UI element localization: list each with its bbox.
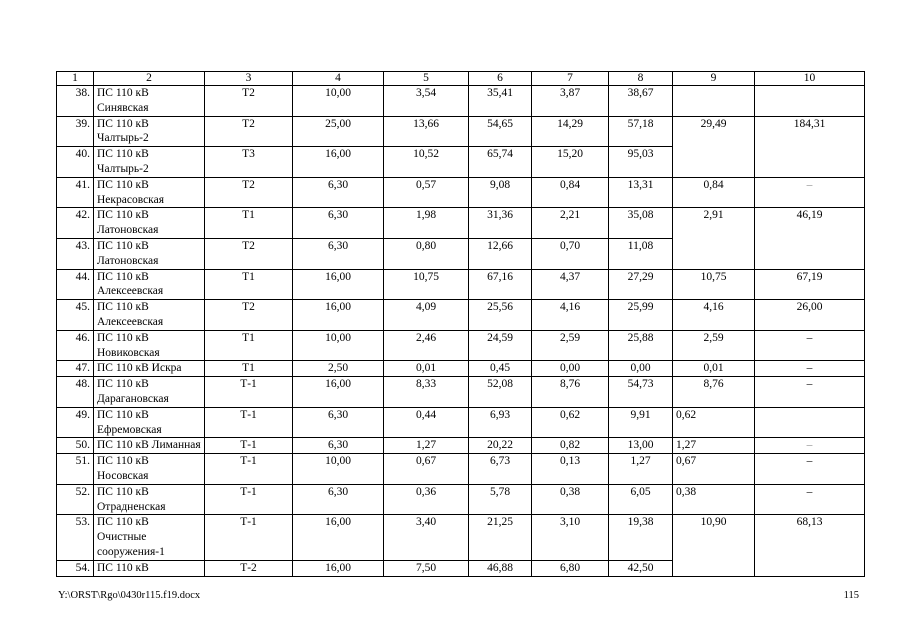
cell-c7: 0,00 <box>532 361 609 377</box>
cell-c8: 13,00 <box>609 438 673 454</box>
table-row <box>57 515 865 560</box>
substation-name: ПС 110 кВ Латоновская <box>94 238 205 269</box>
cell-c9: 10,90 <box>673 515 755 576</box>
cell-c7: 0,38 <box>532 484 609 515</box>
cell-c8: 42,50 <box>609 560 673 576</box>
transformer: Т2 <box>205 300 293 331</box>
cell-c7: 6,80 <box>532 560 609 576</box>
cell-c4: 10,00 <box>293 330 384 361</box>
transformer: Т-1 <box>205 438 293 454</box>
substation-name: ПС 110 кВ Носовская <box>94 454 205 485</box>
cell-c4: 25,00 <box>293 116 384 147</box>
cell-c10: 26,00 <box>755 300 865 331</box>
cell-c5: 3,40 <box>384 515 469 560</box>
cell-c8: 1,27 <box>609 454 673 485</box>
cell-c9: 29,49 <box>673 116 755 177</box>
cell-c7: 0,62 <box>532 407 609 438</box>
table-row <box>57 330 865 361</box>
cell-c4: 10,00 <box>293 86 384 117</box>
cell-c8: 6,05 <box>609 484 673 515</box>
transformer: Т-2 <box>205 560 293 576</box>
transformer: Т2 <box>205 86 293 117</box>
row-number: 41. <box>57 177 94 208</box>
cell-c4: 6,30 <box>293 407 384 438</box>
cell-c10: 184,31 <box>755 116 865 177</box>
table-row <box>57 116 865 147</box>
cell-c5: 7,50 <box>384 560 469 576</box>
cell-c7: 0,82 <box>532 438 609 454</box>
cell-c4: 2,50 <box>293 361 384 377</box>
table-row <box>57 438 865 454</box>
transformer: Т2 <box>205 116 293 147</box>
substation-name: ПС 110 кВ Алексеевская <box>94 269 205 300</box>
transformer: Т-1 <box>205 377 293 408</box>
row-number: 45. <box>57 300 94 331</box>
cell-c6: 52,08 <box>469 377 532 408</box>
cell-c10: – <box>755 454 865 485</box>
cell-c8: 13,31 <box>609 177 673 208</box>
header-cell: 3 <box>205 72 293 86</box>
substation-name: ПС 110 кВ Новиковская <box>94 330 205 361</box>
transformer: Т1 <box>205 330 293 361</box>
row-number: 52. <box>57 484 94 515</box>
cell-c4: 16,00 <box>293 147 384 178</box>
transformer: Т-1 <box>205 515 293 560</box>
substation-name: ПС 110 кВ Ефремовская <box>94 407 205 438</box>
cell-c7: 2,21 <box>532 208 609 239</box>
table-row <box>57 377 865 408</box>
header-cell: 4 <box>293 72 384 86</box>
transformer: Т2 <box>205 177 293 208</box>
cell-c5: 0,36 <box>384 484 469 515</box>
cell-c5: 0,80 <box>384 238 469 269</box>
cell-c5: 1,27 <box>384 438 469 454</box>
cell-c6: 6,73 <box>469 454 532 485</box>
cell-c10: – <box>755 438 865 454</box>
cell-c6: 6,93 <box>469 407 532 438</box>
cell-c7: 2,59 <box>532 330 609 361</box>
cell-c8: 0,00 <box>609 361 673 377</box>
cell-c6: 20,22 <box>469 438 532 454</box>
cell-c6: 67,16 <box>469 269 532 300</box>
cell-c5: 2,46 <box>384 330 469 361</box>
cell-c4: 6,30 <box>293 484 384 515</box>
row-number: 51. <box>57 454 94 485</box>
cell-c8: 27,29 <box>609 269 673 300</box>
row-number: 42. <box>57 208 94 239</box>
cell-c4: 6,30 <box>293 208 384 239</box>
cell-c4: 16,00 <box>293 300 384 331</box>
cell-c8: 19,38 <box>609 515 673 560</box>
cell-c7: 8,76 <box>532 377 609 408</box>
table-row <box>57 208 865 239</box>
substation-name: ПС 110 кВ Искра <box>94 361 205 377</box>
cell-c6: 24,59 <box>469 330 532 361</box>
table-row <box>57 361 865 377</box>
table-row <box>57 177 865 208</box>
data-table <box>56 71 865 577</box>
header-cell: 8 <box>609 72 673 86</box>
cell-c5: 10,75 <box>384 269 469 300</box>
row-number: 49. <box>57 407 94 438</box>
cell-c8: 35,08 <box>609 208 673 239</box>
cell-c9: 2,59 <box>673 330 755 361</box>
cell-c10: – <box>755 361 865 377</box>
header-cell: 5 <box>384 72 469 86</box>
substation-name: ПС 110 кВ Чалтырь-2 <box>94 147 205 178</box>
cell-c7: 3,10 <box>532 515 609 560</box>
cell-c8: 25,99 <box>609 300 673 331</box>
table-row <box>57 454 865 485</box>
row-number: 44. <box>57 269 94 300</box>
cell-c10 <box>755 407 865 438</box>
cell-c6: 31,36 <box>469 208 532 239</box>
cell-c8: 9,91 <box>609 407 673 438</box>
substation-name: ПС 110 кВ <box>94 560 205 576</box>
header-cell: 7 <box>532 72 609 86</box>
substation-name: ПС 110 кВ Некрасовская <box>94 177 205 208</box>
row-number: 46. <box>57 330 94 361</box>
cell-c6: 12,66 <box>469 238 532 269</box>
row-number: 48. <box>57 377 94 408</box>
cell-c4: 16,00 <box>293 269 384 300</box>
cell-c5: 13,66 <box>384 116 469 147</box>
cell-c6: 54,65 <box>469 116 532 147</box>
row-number: 47. <box>57 361 94 377</box>
cell-c7: 4,16 <box>532 300 609 331</box>
cell-c9 <box>673 86 755 117</box>
cell-c5: 10,52 <box>384 147 469 178</box>
cell-c5: 4,09 <box>384 300 469 331</box>
cell-c7: 4,37 <box>532 269 609 300</box>
cell-c5: 0,01 <box>384 361 469 377</box>
cell-c6: 65,74 <box>469 147 532 178</box>
cell-c7: 0,13 <box>532 454 609 485</box>
substation-name: ПС 110 кВ Чалтырь-2 <box>94 116 205 147</box>
cell-c9: 0,84 <box>673 177 755 208</box>
cell-c9: 0,38 <box>673 484 755 515</box>
cell-c9: 8,76 <box>673 377 755 408</box>
cell-c10: – <box>755 330 865 361</box>
cell-c6: 5,78 <box>469 484 532 515</box>
cell-c7: 3,87 <box>532 86 609 117</box>
cell-c10: – <box>755 377 865 408</box>
row-number: 39. <box>57 116 94 147</box>
substation-name: ПС 110 кВ Синявская <box>94 86 205 117</box>
cell-c9: 10,75 <box>673 269 755 300</box>
footer-page-number: 115 <box>843 590 859 601</box>
row-number: 38. <box>57 86 94 117</box>
cell-c9: 0,62 <box>673 407 755 438</box>
cell-c9: 1,27 <box>673 438 755 454</box>
cell-c6: 21,25 <box>469 515 532 560</box>
table-row <box>57 484 865 515</box>
cell-c7: 0,84 <box>532 177 609 208</box>
cell-c8: 25,88 <box>609 330 673 361</box>
substation-name: ПС 110 кВ Отрадненская <box>94 484 205 515</box>
transformer: Т1 <box>205 269 293 300</box>
cell-c8: 38,67 <box>609 86 673 117</box>
substation-name: ПС 110 кВ Лиманная <box>94 438 205 454</box>
footer-file-path: Y:\ORST\Rgo\0430r115.f19.docx <box>58 590 201 601</box>
cell-c6: 9,08 <box>469 177 532 208</box>
substation-name: ПС 110 кВ Алексеевская <box>94 300 205 331</box>
cell-c8: 57,18 <box>609 116 673 147</box>
transformer: Т-1 <box>205 484 293 515</box>
cell-c6: 25,56 <box>469 300 532 331</box>
transformer: Т-1 <box>205 407 293 438</box>
cell-c9: 2,91 <box>673 208 755 269</box>
cell-c5: 1,98 <box>384 208 469 239</box>
cell-c4: 6,30 <box>293 238 384 269</box>
cell-c6: 46,88 <box>469 560 532 576</box>
transformer: Т-1 <box>205 454 293 485</box>
header-cell: 1 <box>57 72 94 86</box>
cell-c8: 95,03 <box>609 147 673 178</box>
cell-c4: 6,30 <box>293 177 384 208</box>
cell-c4: 10,00 <box>293 454 384 485</box>
header-cell: 9 <box>673 72 755 86</box>
cell-c10: – <box>755 484 865 515</box>
cell-c9: 0,01 <box>673 361 755 377</box>
cell-c10: 67,19 <box>755 269 865 300</box>
cell-c4: 16,00 <box>293 377 384 408</box>
cell-c7: 14,29 <box>532 116 609 147</box>
header-cell: 6 <box>469 72 532 86</box>
row-number: 53. <box>57 515 94 560</box>
row-number: 54. <box>57 560 94 576</box>
cell-c10 <box>755 86 865 117</box>
header-row <box>57 72 865 86</box>
table-row <box>57 269 865 300</box>
cell-c8: 11,08 <box>609 238 673 269</box>
cell-c10: – <box>755 177 865 208</box>
cell-c5: 0,67 <box>384 454 469 485</box>
cell-c5: 3,54 <box>384 86 469 117</box>
cell-c5: 0,57 <box>384 177 469 208</box>
table-row <box>57 86 865 117</box>
cell-c8: 54,73 <box>609 377 673 408</box>
cell-c5: 8,33 <box>384 377 469 408</box>
cell-c7: 0,70 <box>532 238 609 269</box>
cell-c9: 0,67 <box>673 454 755 485</box>
substation-name: ПС 110 кВ Дарагановская <box>94 377 205 408</box>
transformer: Т2 <box>205 238 293 269</box>
cell-c10: 68,13 <box>755 515 865 576</box>
substation-name: ПС 110 кВ Латоновская <box>94 208 205 239</box>
cell-c4: 16,00 <box>293 560 384 576</box>
cell-c5: 0,44 <box>384 407 469 438</box>
cell-c9: 4,16 <box>673 300 755 331</box>
transformer: Т1 <box>205 208 293 239</box>
cell-c6: 35,41 <box>469 86 532 117</box>
cell-c4: 6,30 <box>293 438 384 454</box>
row-number: 50. <box>57 438 94 454</box>
cell-c7: 15,20 <box>532 147 609 178</box>
row-number: 43. <box>57 238 94 269</box>
transformer: Т3 <box>205 147 293 178</box>
header-cell: 2 <box>94 72 205 86</box>
header-cell: 10 <box>755 72 865 86</box>
table-row <box>57 407 865 438</box>
cell-c10: 46,19 <box>755 208 865 269</box>
table-row <box>57 300 865 331</box>
cell-c4: 16,00 <box>293 515 384 560</box>
row-number: 40. <box>57 147 94 178</box>
transformer: Т1 <box>205 361 293 377</box>
substation-name: ПС 110 кВ Очистные сооружения-1 <box>94 515 205 560</box>
cell-c6: 0,45 <box>469 361 532 377</box>
